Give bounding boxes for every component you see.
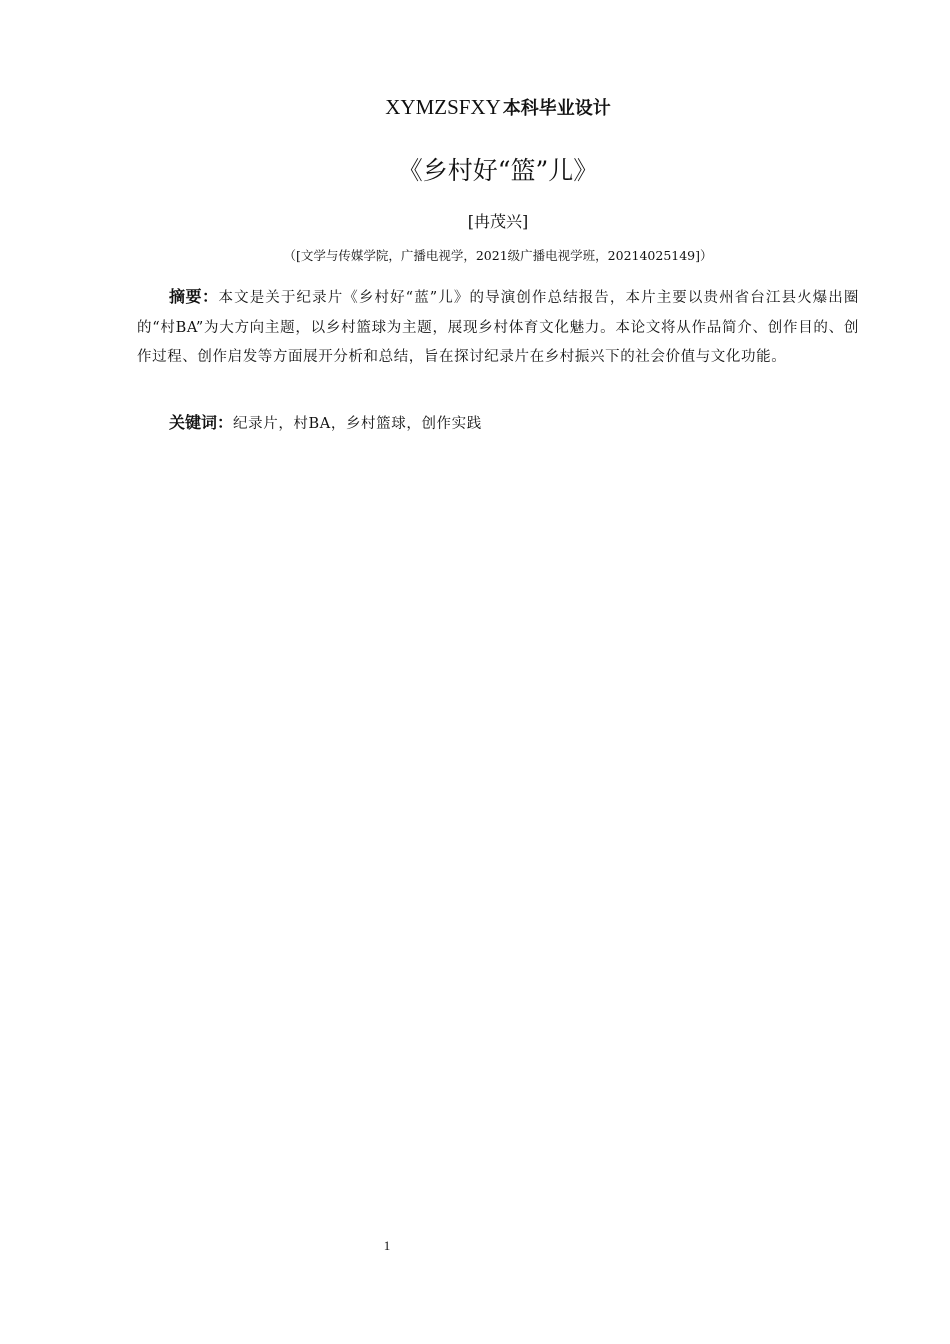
abstract-text: 本文是关于纪录片《乡村好“蓝”儿》的导演创作总结报告，本片主要以贵州省台江县火爆出圈的“村BA”为大方向主题，以乡村篮球为主题，展现乡村体育文化魅力。本论文将从作品简介、创作目的、创作过程、创作启发等方面展开分析和总结，旨在探讨纪录片在乡村振兴下的社会价值与文化功能。	[137, 290, 859, 365]
author-affiliation: （[文学与传媒学院，广播电视学，2021级广播电视学班，20214025149]）	[283, 248, 713, 263]
abstract-label: 摘要：	[169, 287, 219, 306]
author-name: [冉茂兴]	[467, 212, 529, 231]
page-header	[0, 92, 950, 124]
keywords-line	[169, 408, 859, 439]
header-document-type: 本科毕业设计	[502, 98, 611, 119]
page-number: 1	[383, 1238, 391, 1253]
header-school-code: XYMZSFXY	[385, 95, 501, 119]
keywords-label: 关键词：	[169, 413, 234, 432]
thesis-title: 《乡村好“篮”儿》	[397, 156, 599, 185]
keywords-text: 纪录片，村BA，乡村篮球，创作实践	[233, 416, 482, 432]
abstract-paragraph	[137, 282, 859, 373]
